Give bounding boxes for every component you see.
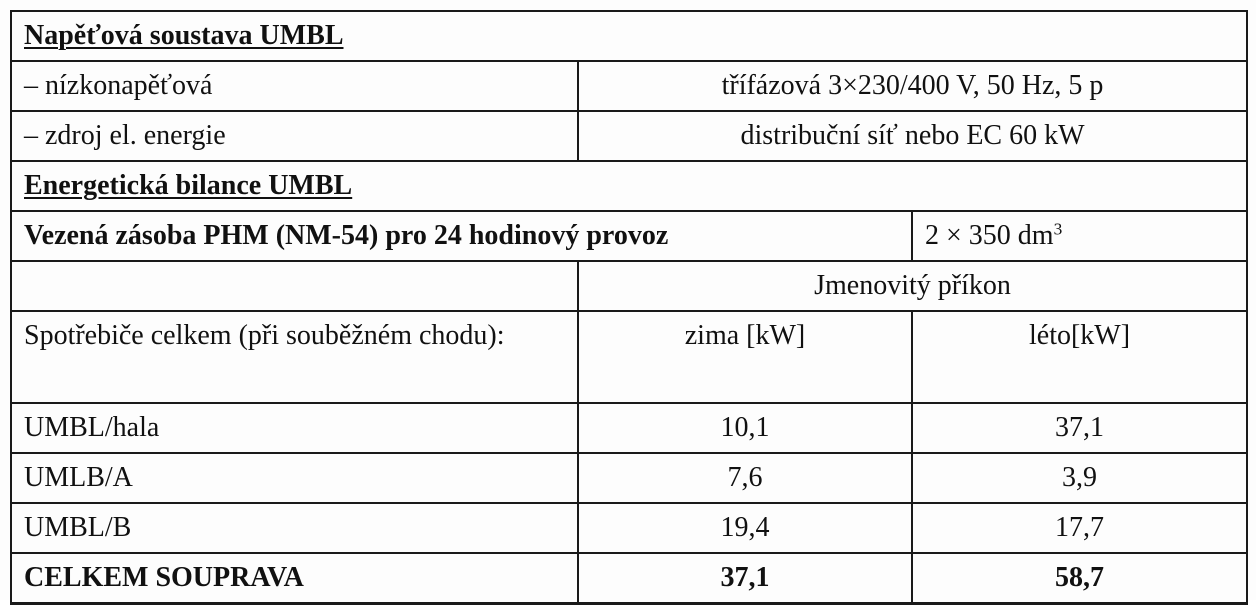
fuel-row xyxy=(11,211,1247,261)
fuel-value-exponent: 3 xyxy=(1053,219,1063,239)
total-row xyxy=(11,553,1247,604)
table-row xyxy=(11,403,1247,453)
voltage-row-label: – nízkonapěťová xyxy=(11,61,578,111)
power-group-header-row xyxy=(11,261,1247,311)
power-column-header-row xyxy=(11,311,1247,403)
voltage-row xyxy=(11,111,1247,161)
power-group-header: Jmenovitý příkon xyxy=(578,261,1247,311)
summer-value: 3,9 xyxy=(912,453,1247,503)
winter-column-header: zima [kW] xyxy=(578,311,912,403)
winter-value: 7,6 xyxy=(578,453,912,503)
fuel-value xyxy=(912,211,1247,261)
table-row xyxy=(11,453,1247,503)
section-row-energy xyxy=(11,161,1247,211)
empty-cell xyxy=(11,261,578,311)
summer-value: 37,1 xyxy=(912,403,1247,453)
summer-value: 17,7 xyxy=(912,503,1247,553)
total-summer-value: 58,7 xyxy=(912,553,1247,604)
voltage-row xyxy=(11,61,1247,111)
table-row xyxy=(11,503,1247,553)
specification-table xyxy=(10,10,1248,605)
total-label: CELKEM SOUPRAVA xyxy=(11,553,578,604)
section-row-voltage xyxy=(11,11,1247,61)
section-title-voltage xyxy=(11,11,1247,61)
summer-column-header: léto[kW] xyxy=(912,311,1247,403)
section-title-voltage-text: Napěťová soustava UMBL xyxy=(24,19,344,51)
total-winter-value: 37,1 xyxy=(578,553,912,604)
voltage-row-value: třífázová 3×230/400 V, 50 Hz, 5 p xyxy=(578,61,1247,111)
consumers-header: Spotřebiče celkem (při souběžném chodu): xyxy=(11,311,578,403)
consumer-name: UMBL/B xyxy=(11,503,578,553)
winter-value: 10,1 xyxy=(578,403,912,453)
section-title-energy-text: Energetická bilance UMBL xyxy=(24,169,353,201)
voltage-row-label: – zdroj el. energie xyxy=(11,111,578,161)
consumer-name: UMLB/A xyxy=(11,453,578,503)
fuel-label: Vezená zásoba PHM (NM-54) pro 24 hodinový provoz xyxy=(11,211,912,261)
winter-value: 19,4 xyxy=(578,503,912,553)
consumer-name: UMBL/hala xyxy=(11,403,578,453)
fuel-value-text: 2 × 350 dm xyxy=(925,219,1054,251)
section-title-energy xyxy=(11,161,1247,211)
voltage-row-value: distribuční síť nebo EC 60 kW xyxy=(578,111,1247,161)
